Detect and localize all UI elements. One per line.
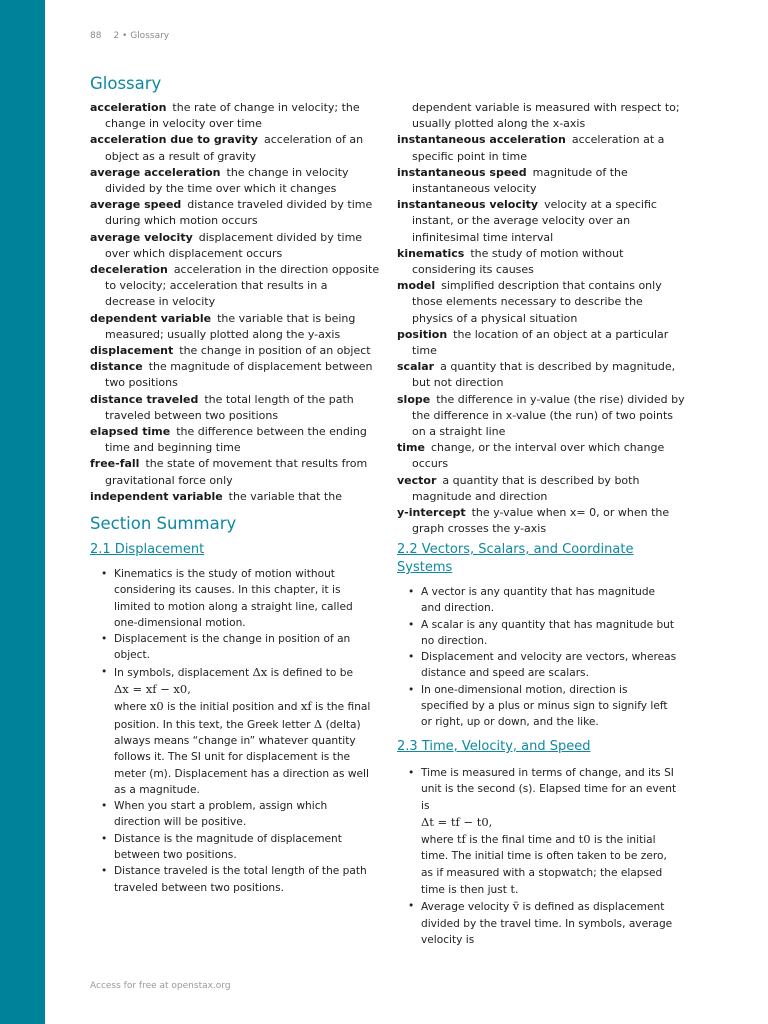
list-item xyxy=(406,584,678,617)
elapsed-time-equation: Δt = tf − t0, xyxy=(421,814,493,829)
glossary-entry xyxy=(90,197,380,229)
glossary-entry xyxy=(90,392,380,424)
bullet-text: is the initial position and xyxy=(167,701,298,714)
glossary-definition: the variable that the xyxy=(228,489,342,503)
bullet-text: (delta) always means “change in” whatever quantity follows it. The SI unit for displacement is the meter (m). Displacement has a direction as well as a magnitude. xyxy=(114,718,369,796)
glossary-term: kinematics xyxy=(397,246,465,260)
glossary-term: scalar xyxy=(397,360,435,374)
glossary-term: distance xyxy=(90,360,143,374)
glossary-entry xyxy=(90,343,380,359)
glossary-term: instantaneous acceleration xyxy=(397,133,566,147)
glossary-term: instantaneous velocity xyxy=(397,198,539,212)
list-item xyxy=(406,898,678,948)
glossary-entry xyxy=(90,100,380,132)
glossary-term: elapsed time xyxy=(90,425,171,439)
glossary-definition: displacement divided by time over which displacement occurs xyxy=(105,230,363,260)
page-number: 88 xyxy=(90,31,102,41)
list-2-3 xyxy=(406,765,678,948)
bullet-text: Kinematics is the study of motion without considering its causes. In this chapter, it is limited to motion along a straight line, called one-dimensional motion. xyxy=(114,568,353,629)
glossary-entry xyxy=(90,262,380,311)
glossary-entry xyxy=(397,473,687,505)
glossary-definition: a quantity that is described by magnitude, but not direction xyxy=(412,360,676,390)
bullet-text: is the initial time. The initial time is often taken to be zero, as if measured with a stopwatch; the elapsed time is then just xyxy=(421,834,667,897)
glossary-right-column xyxy=(397,100,687,537)
glossary-term: average speed xyxy=(90,198,182,212)
glossary-definition: the difference in y-value (the rise) divided by the difference in x-value (the run) of two points on a straight line xyxy=(412,392,685,439)
bullet-text: where xyxy=(114,701,147,714)
glossary-definition: acceleration in the direction opposite to velocity; acceleration that results in a decrease in velocity xyxy=(105,263,380,309)
glossary-definition: magnitude of the instantaneous velocity xyxy=(412,165,628,196)
glossary-entry xyxy=(397,505,687,537)
glossary-entry xyxy=(397,359,687,391)
glossary-term: distance traveled xyxy=(90,392,199,406)
glossary-term: time xyxy=(397,441,425,455)
glossary-term: independent variable xyxy=(90,489,223,503)
list-item xyxy=(406,617,678,650)
bullet-text: Average velocity xyxy=(421,901,510,914)
list-item xyxy=(406,682,678,731)
glossary-entry xyxy=(397,197,687,246)
bullet-text: is defined as displacement divided by the travel time. In symbols, average velocity is xyxy=(421,901,673,946)
link-2-3-time-velocity[interactable]: 2.3 Time, Velocity, and Speed xyxy=(397,739,591,754)
glossary-definition: a quantity that is described by both magnitude and direction xyxy=(412,473,640,503)
glossary-definition: acceleration of an object as a result of gravity xyxy=(105,133,364,163)
glossary-entry xyxy=(397,278,687,327)
glossary-definition: distance traveled divided by time during which motion occurs xyxy=(105,198,373,228)
chapter-label: 2 • Glossary xyxy=(113,31,170,41)
glossary-definition: change, or the interval over which change occurs xyxy=(412,441,665,471)
glossary-definition: the magnitude of displacement between two positions xyxy=(105,360,373,390)
glossary-definition: the change in velocity divided by the time over which it changes xyxy=(105,165,349,196)
glossary-definition: the rate of change in velocity; the change in velocity over time xyxy=(105,101,360,131)
list-item xyxy=(406,765,678,898)
math-symbol: Δx xyxy=(252,664,268,679)
glossary-continuation: dependent variable is measured with respect to; usually plotted along the x-axis xyxy=(412,101,680,131)
list-item xyxy=(99,664,371,798)
math-symbol: xf xyxy=(300,699,312,714)
math-symbol: Δ xyxy=(313,716,323,731)
glossary-definition: simplified description that contains only those elements necessary to describe the physics of a physical situation xyxy=(412,279,662,325)
math-symbol: tf xyxy=(456,832,466,847)
glossary-entry xyxy=(90,359,380,391)
bullet-text: Time is measured in terms of change, and its SI unit is the second (s). Elapsed time for an event is xyxy=(421,767,677,812)
glossary-term: acceleration due to gravity xyxy=(90,133,258,147)
list-item xyxy=(99,631,371,664)
link-2-1-displacement[interactable]: 2.1 Displacement xyxy=(90,542,205,557)
list-item xyxy=(406,649,678,682)
bullet-text: In one-dimensional motion, direction is specified by a plus or minus sign to signify left or right, up or down, and the like. xyxy=(421,683,668,729)
glossary-entry xyxy=(90,230,380,262)
glossary-entry xyxy=(90,165,380,197)
footer-link[interactable]: Access for free at openstax.org xyxy=(90,981,231,991)
list-item xyxy=(99,798,371,831)
bullet-text: where xyxy=(421,834,454,847)
glossary-entry xyxy=(397,132,687,164)
glossary-definition: the state of movement that results from gravitational force only xyxy=(105,457,368,487)
glossary-definition: the variable that is being measured; usually plotted along the y-axis xyxy=(105,311,356,341)
displacement-equation: Δx = xf − x0, xyxy=(114,682,191,697)
glossary-term: instantaneous speed xyxy=(397,165,527,179)
bullet-text: is defined to be xyxy=(270,666,353,679)
glossary-term: y-intercept xyxy=(397,506,466,520)
glossary-term: position xyxy=(397,327,448,341)
glossary-definition: the difference between the ending time and beginning time xyxy=(105,425,367,455)
list-item xyxy=(99,566,371,631)
bullet-text: is the final time and xyxy=(469,834,576,847)
glossary-entry xyxy=(397,327,687,359)
bullet-text: Distance traveled is the total length of the path traveled between two positions. xyxy=(114,865,367,894)
bullet-text: Displacement and velocity are vectors, whereas distance and speed are scalars. xyxy=(421,651,677,680)
list-2-1 xyxy=(99,566,371,896)
link-2-2-vectors[interactable]: 2.2 Vectors, Scalars, and Coordinate Systems xyxy=(397,542,634,575)
bullet-text: In symbols, displacement xyxy=(114,666,250,679)
glossary-definition: the change in position of an object xyxy=(179,344,371,358)
bullet-text: Displacement is the change in position of an object. xyxy=(114,633,351,662)
list-item xyxy=(99,831,371,864)
glossary-term: free-fall xyxy=(90,457,140,471)
glossary-entry xyxy=(397,246,687,278)
math-symbol: t. xyxy=(510,882,519,897)
glossary-entry xyxy=(90,311,380,343)
glossary-entry xyxy=(397,392,687,441)
glossary-entry xyxy=(397,165,687,197)
bullet-text: A scalar is any quantity that has magnitude but no direction. xyxy=(421,618,675,647)
running-head xyxy=(90,31,169,41)
glossary-term: average velocity xyxy=(90,230,193,244)
glossary-term: vector xyxy=(397,473,437,487)
bullet-text: A vector is any quantity that has magnitude and direction. xyxy=(421,586,656,615)
math-symbol: t0 xyxy=(578,832,591,847)
list-2-2 xyxy=(406,584,678,731)
bullet-text: When you start a problem, assign which direction will be positive. xyxy=(114,800,328,829)
glossary-definition: acceleration at a specific point in time xyxy=(412,133,665,163)
math-symbol: v̄ xyxy=(512,899,520,914)
section-summary-title: Section Summary xyxy=(90,514,237,533)
glossary-definition: the location of an object at a particular time xyxy=(412,327,669,358)
glossary-entry xyxy=(90,132,380,164)
glossary-term: dependent variable xyxy=(90,311,212,325)
glossary-title: Glossary xyxy=(90,74,162,93)
glossary-term: deceleration xyxy=(90,263,168,277)
glossary-term: model xyxy=(397,279,436,293)
glossary-definition: the total length of the path traveled between two positions xyxy=(105,392,354,422)
glossary-term: average acceleration xyxy=(90,165,221,179)
glossary-term: acceleration xyxy=(90,101,167,114)
glossary-entry xyxy=(90,424,380,456)
glossary-entry xyxy=(90,489,380,505)
glossary-definition: the study of motion without considering its causes xyxy=(412,246,624,277)
list-item xyxy=(99,863,371,896)
glossary-left-column xyxy=(90,100,380,505)
glossary-definition: the y-value when x= 0, or when the graph crosses the y-axis xyxy=(412,506,670,536)
glossary-term: displacement xyxy=(90,344,174,358)
teal-side-bar xyxy=(0,0,45,1024)
bullet-text: is the final position. In this text, the Greek letter xyxy=(114,701,371,731)
bullet-text: Distance is the magnitude of displacement between two positions. xyxy=(114,832,342,862)
glossary-entry xyxy=(90,456,380,488)
glossary-term: slope xyxy=(397,392,431,406)
glossary-definition: velocity at a specific instant, or the average velocity over an infinitesimal time interval xyxy=(412,198,657,244)
math-symbol: x0 xyxy=(149,699,164,714)
glossary-entry xyxy=(397,440,687,472)
